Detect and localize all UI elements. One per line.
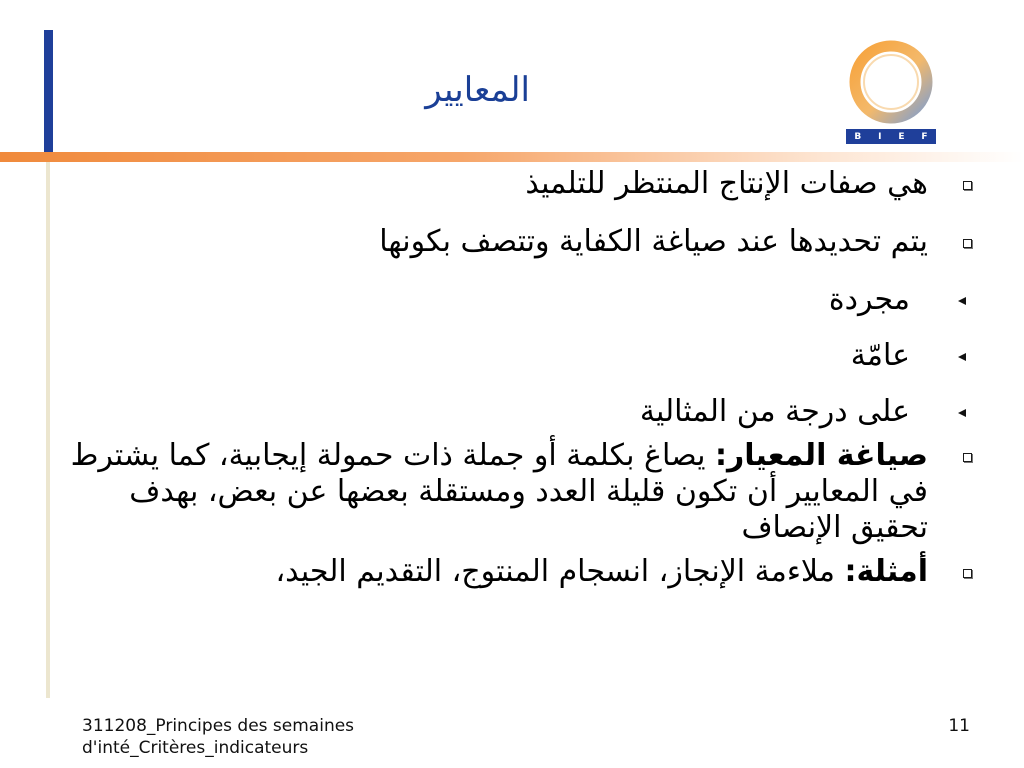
page-number: 11 [948,716,970,736]
accent-bar [44,30,53,158]
footer-source [82,715,442,759]
square-bullet-icon [963,453,972,462]
bullet-list [60,166,990,590]
square-bullet-icon [963,239,972,248]
triangle-bullet-icon [958,409,966,417]
logo-wordmark: B I E F [846,129,936,144]
list-item: على درجة من المثالية [60,394,910,430]
list-item: يتم تحديدها عند صياغة الكفاية وتتصف بكونها [60,224,928,260]
slide-title: المعايير [425,70,530,110]
square-bullet-icon [963,569,972,578]
footer-line: d'inté_Critères_indicateurs [82,738,309,758]
list-item: عامّة [60,338,910,374]
list-item: صياغة المعيار: يصاغ بكلمة أو جملة ذات حمولة إيجابية، كما يشترط في المعايير أن تكون قليلة العدد ومستقلة بعضها عن بعض، بهدف تحقيق الإنصاف [60,438,928,546]
triangle-bullet-icon [958,297,966,305]
margin-line [46,158,50,698]
logo-ring-icon [846,36,936,136]
list-item: أمثلة: ملاءمة الإنجاز، انسجام المنتوج، التقديم الجيد، [60,554,928,590]
footer-line: 311208_Principes des semaines [82,716,355,736]
triangle-bullet-icon [958,353,966,361]
square-bullet-icon [963,181,972,190]
list-item: هي صفات الإنتاج المنتظر للتلميذ [60,166,928,202]
list-item: مجردة [60,282,910,318]
bief-logo [846,36,936,146]
title-underline [0,152,1024,162]
